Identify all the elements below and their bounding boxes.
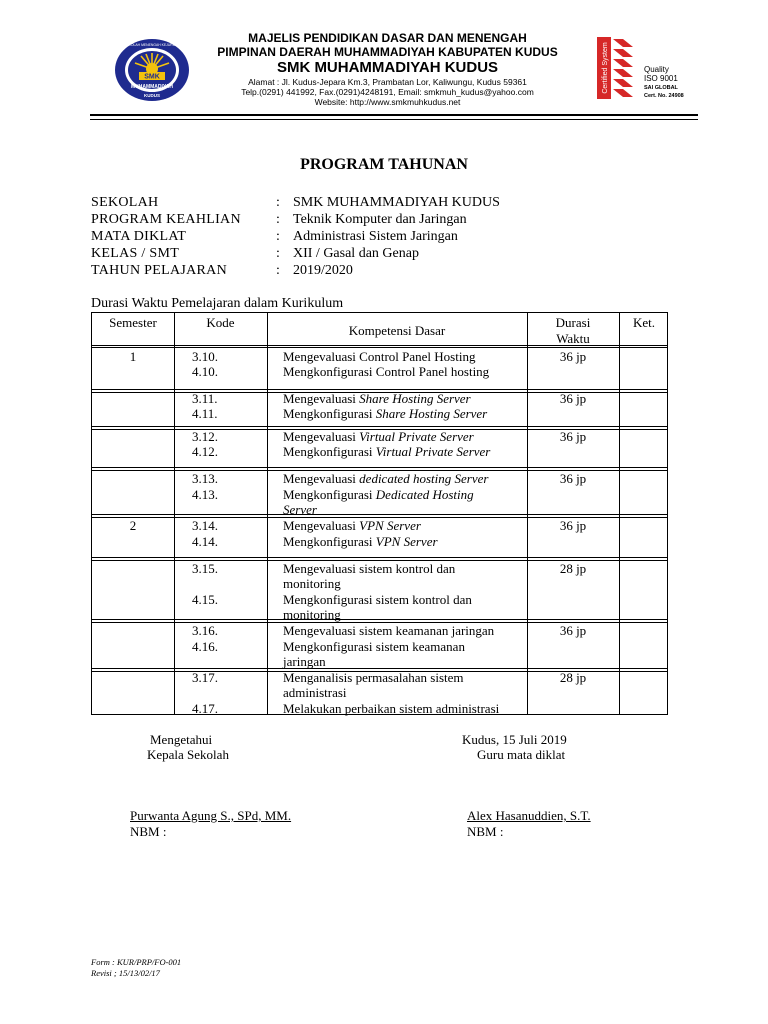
cell-kode: 3.15. [192,561,218,576]
page-title: PROGRAM TAHUNAN [300,156,468,173]
cell-durasi: 28 jp [559,670,587,685]
cell-kode: 4.15. [192,592,218,607]
cell-semester: 1 [129,349,137,364]
cell-durasi: 36 jp [559,349,587,364]
header-ket: Ket. [632,315,656,330]
cell-kode: 4.11. [192,406,218,421]
logo-badge-text: SMK [144,73,160,81]
sig-mengetahui: Mengetahui [150,732,213,747]
cell-semester: 2 [129,518,137,533]
cell-durasi: 36 jp [559,623,587,638]
header-waktu: Waktu [556,331,590,346]
cell-kode: 4.14. [192,534,218,549]
cell-kode: 3.12. [192,429,218,444]
cell-kode: 4.12. [192,444,218,459]
info-colon: : [276,195,280,210]
iso-vertical-text: Certified System [602,42,609,94]
cell-kd: Mengkonfigurasi VPN Server [283,534,438,549]
info-value: Administrasi Sistem Jaringan [293,229,458,244]
info-value: XII / Gasal dan Genap [293,246,419,261]
cell-kode: 3.16. [192,623,218,638]
cell-kd: administrasi [283,685,347,700]
info-colon: : [276,263,280,278]
iso-cert-text: Cert. No. 24908 [644,93,684,99]
sig-date: Kudus, 15 Juli 2019 [462,732,567,747]
sig-right-name: Alex Hasanuddien, S.T. [467,808,591,823]
header-website: Website: http://www.smkmuhkudus.net [314,97,461,107]
cell-kd: Melakukan perbaikan sistem administrasi [283,701,500,716]
iso-sai-text: SAI GLOBAL [644,85,678,91]
header-divider-thin [90,119,698,120]
cell-kd: Mengevaluasi Share Hosting Server [283,391,471,406]
info-label: KELAS / SMT [91,246,180,261]
info-label: MATA DIKLAT [91,229,187,244]
cell-kd: Mengevaluasi sistem kontrol dan [283,561,456,576]
sig-guru: Guru mata diklat [477,747,566,762]
cell-kd: jaringan [283,654,326,669]
cell-kode: 4.16. [192,639,218,654]
cell-kode: 3.13. [192,471,218,486]
school-logo [113,37,191,103]
cell-kd: Mengkonfigurasi Virtual Private Server [283,444,491,459]
cell-kd: monitoring [283,607,341,622]
cell-kd: monitoring [283,576,341,591]
cell-kode: 3.11. [192,391,218,406]
cell-kd: Mengkonfigurasi sistem keamanan [283,639,465,654]
cell-kode: 3.14. [192,518,218,533]
cell-durasi: 36 jp [559,471,587,486]
cell-kode: 4.13. [192,487,218,502]
durasi-caption: Durasi Waktu Pemelajaran dalam Kurikulum [91,296,344,311]
logo-city-text: KUDUS [143,93,161,98]
cell-kd: Mengevaluasi Virtual Private Server [283,429,474,444]
iso-quality-text: Quality [644,65,669,74]
cell-kd: Server [283,502,317,517]
cell-kd: Mengkonfigurasi Control Panel hosting [283,364,490,379]
cell-durasi: 36 jp [559,429,587,444]
cell-kode: 4.10. [192,364,218,379]
cell-kode: 3.17. [192,670,218,685]
header-durasi: Durasi [555,315,591,330]
program-table [91,312,668,715]
header-kompetensi: Kompetensi Dasar [348,323,446,338]
sig-left-name: Purwanta Agung S., SPd, MM. [130,808,292,823]
footer-form-code: Form : KUR/PRP/FO-001 [91,957,182,967]
cell-durasi: 28 jp [559,561,587,576]
cell-kd: Mengevaluasi VPN Server [283,518,421,533]
cell-kd: Menganalisis permasalahan sistem [283,670,464,685]
logo-ring-text: SEKOLAH MENENGAH KEJURUAN [124,43,180,47]
cell-kd: Mengkonfigurasi Share Hosting Server [283,406,488,421]
info-colon: : [276,246,280,261]
info-label: SEKOLAH [91,195,159,210]
cell-kd: Mengkonfigurasi sistem kontrol dan [283,592,472,607]
cell-kd: Mengevaluasi dedicated hosting Server [283,471,489,486]
cell-durasi: 36 jp [559,391,587,406]
header-address: Alamat : Jl. Kudus-Jepara Km.3, Prambatan Lor, Kaliwungu, Kudus 59361 [248,77,527,87]
header-school-name: SMK MUHAMMADIYAH KUDUS [276,59,499,76]
info-colon: : [276,229,280,244]
header-kode: Kode [206,315,235,330]
iso-certification-badge [597,37,697,99]
header-majelis: MAJELIS PENDIDIKAN DASAR DAN MENENGAH [248,31,527,45]
header-semester: Semester [109,315,157,330]
header-pimpinan: PIMPINAN DAERAH MUHAMMADIYAH KABUPATEN KUDUS [217,45,558,59]
info-value: 2019/2020 [293,263,353,278]
cell-kd: Mengevaluasi Control Panel Hosting [283,349,476,364]
sig-right-nbm: NBM : [467,824,504,839]
info-label: PROGRAM KEAHLIAN [91,212,241,227]
info-colon: : [276,212,280,227]
sig-left-nbm: NBM : [130,824,167,839]
cell-kd: Mengkonfigurasi Dedicated Hosting [283,487,474,502]
header-contact: Telp.(0291) 441992, Fax.(0291)4248191, Email: smkmuh_kudus@yahoo.com [241,87,534,97]
logo-bottom-text: MUHAMMADIYAH [130,84,174,90]
cell-kd: Mengevaluasi sistem keamanan jaringan [283,623,495,638]
info-value: Teknik Komputer dan Jaringan [293,212,467,227]
cell-kode: 4.17. [192,701,218,716]
iso-standard-text: ISO 9001 [644,74,678,83]
info-label: TAHUN PELAJARAN [91,263,227,278]
header-divider-thick [90,114,698,116]
cell-kode: 3.10. [192,349,218,364]
info-value: SMK MUHAMMADIYAH KUDUS [293,195,500,210]
cell-durasi: 36 jp [559,518,587,533]
sig-kepala-sekolah: Kepala Sekolah [147,747,229,762]
footer-revisi: Revisi ; 15/13/02/17 [91,968,160,978]
